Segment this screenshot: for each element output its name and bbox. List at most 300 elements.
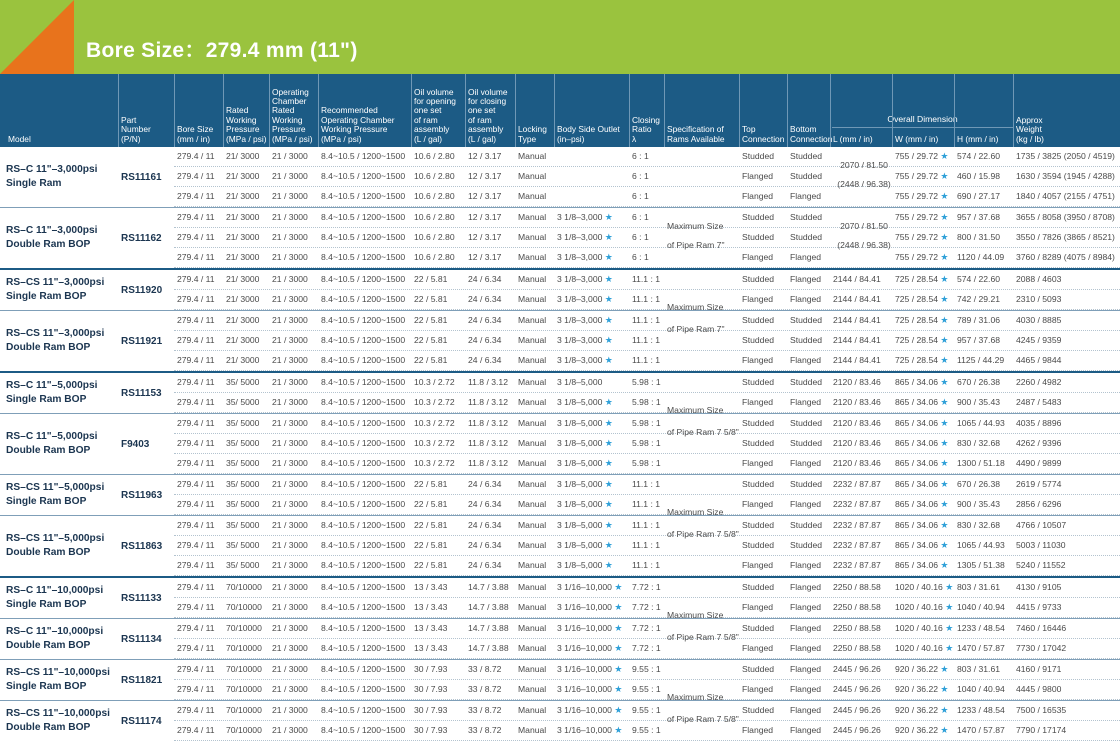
cell-L: 865 / 34.06 ★ — [895, 418, 949, 428]
table-row — [174, 701, 1120, 721]
cell-H: 2619 / 5774 — [1016, 479, 1062, 489]
cell-bore: 279.4 / 11 — [177, 520, 215, 530]
star-icon: ★ — [614, 725, 623, 735]
cell-spec: Studded — [742, 232, 775, 242]
part-number: RS11133 — [121, 592, 162, 604]
cell-bore: 279.4 / 11 — [177, 479, 215, 489]
star-icon: ★ — [940, 377, 949, 387]
cell-bot: 2445 / 96.26 — [833, 725, 881, 735]
title-banner — [0, 0, 1120, 74]
cell-H: 5240 / 11552 — [1016, 560, 1066, 570]
cell-rwp: 70/10000 — [226, 643, 262, 653]
star-icon: ★ — [940, 540, 949, 550]
table-row — [174, 393, 1120, 413]
table-row — [174, 270, 1120, 290]
cell-bot: 2144 / 84.41 — [833, 294, 881, 304]
cell-ratio: 11.1 : 1 — [632, 499, 661, 509]
cell-lock: Manual — [518, 151, 547, 161]
spec-note: of Pipe Ram 7 5/8" — [667, 529, 739, 539]
cell-L: 755 / 29.72 ★ — [895, 191, 949, 201]
cell-W: 1470 / 57.87 — [957, 725, 1005, 735]
table-header — [0, 74, 1120, 147]
table-row — [174, 187, 1120, 207]
cell-ocp: 21 / 3000 — [272, 684, 308, 694]
cell-lock: Manual — [518, 171, 547, 181]
cell-oilc: 14.7 / 3.88 — [468, 643, 509, 653]
cell-top: Studded — [790, 377, 823, 387]
cell-bore: 279.4 / 11 — [177, 151, 215, 161]
cell-spec: Studded — [742, 212, 775, 222]
table-row — [174, 454, 1120, 474]
cell-outlet: 3 1/8–3,000 ★ — [557, 315, 613, 325]
cell-L: 755 / 29.72 ★ — [895, 151, 949, 161]
cell-spec: Flanged — [742, 294, 774, 304]
cell-outlet: 3 1/16–10,000 ★ — [557, 643, 623, 653]
cell-rwp: 21/ 3000 — [226, 252, 260, 262]
cell-oilo: 30 / 7.93 — [414, 725, 448, 735]
star-icon: ★ — [940, 479, 949, 489]
cell-lock: Manual — [518, 232, 547, 242]
cell-spec: Studded — [742, 540, 775, 550]
cell-oilo: 10.6 / 2.80 — [414, 232, 455, 242]
cell-bot: 2120 / 83.46 — [833, 377, 881, 387]
header-ocp: Operating Chamber Rated Working Pressure (MPa / psi) — [269, 74, 316, 147]
cell-L: 725 / 28.54 ★ — [895, 274, 949, 284]
cell-bore: 279.4 / 11 — [177, 643, 215, 653]
star-icon: ★ — [604, 212, 613, 222]
cell-oilc: 12 / 3.17 — [468, 252, 502, 262]
cell-L: 920 / 36.22 ★ — [895, 705, 949, 715]
cell-rwp: 70/10000 — [226, 664, 262, 674]
cell-rwp: 35/ 5000 — [226, 397, 260, 407]
cell-oilc: 24 / 6.34 — [468, 499, 502, 509]
header-oilc: Oil volume for closing one set of ram assembly (L / gal) — [465, 74, 518, 147]
star-icon: ★ — [940, 458, 949, 468]
cell-bot: 2120 / 83.46 — [833, 438, 881, 448]
cell-rec: 8.4~10.5 / 1200~1500 — [321, 623, 406, 633]
cell-W: 460 / 15.98 — [957, 171, 1001, 181]
cell-ocp: 21 / 3000 — [272, 191, 308, 201]
cell-bore: 279.4 / 11 — [177, 212, 215, 222]
cell-top: Studded — [790, 418, 823, 428]
cell-ocp: 21 / 3000 — [272, 664, 308, 674]
cell-H: 4490 / 9899 — [1016, 458, 1062, 468]
cell-outlet: 3 1/16–10,000 ★ — [557, 664, 623, 674]
cell-W: 830 / 32.68 — [957, 520, 1001, 530]
cell-rec: 8.4~10.5 / 1200~1500 — [321, 643, 406, 653]
star-icon: ★ — [940, 274, 949, 284]
cell-L: 865 / 34.06 ★ — [895, 479, 949, 489]
star-icon: ★ — [604, 479, 613, 489]
cell-oilc: 24 / 6.34 — [468, 355, 502, 365]
cell-oilc: 24 / 6.34 — [468, 294, 502, 304]
cell-bot: 2120 / 83.46 — [833, 458, 881, 468]
star-icon: ★ — [940, 335, 949, 345]
cell-ocp: 21 / 3000 — [272, 520, 308, 530]
cell-rwp: 35/ 5000 — [226, 458, 260, 468]
cell-ocp: 21 / 3000 — [272, 540, 308, 550]
cell-oilo: 10.6 / 2.80 — [414, 252, 455, 262]
cell-oilc: 24 / 6.34 — [468, 560, 502, 570]
table-row — [174, 147, 1120, 167]
cell-oilc: 33 / 8.72 — [468, 684, 502, 694]
cell-rec: 8.4~10.5 / 1200~1500 — [321, 191, 406, 201]
table-row — [174, 248, 1120, 268]
spec-note: Maximum Size — [667, 405, 724, 415]
cell-bore: 279.4 / 11 — [177, 705, 215, 715]
cell-ocp: 21 / 3000 — [272, 355, 308, 365]
cell-ratio: 6 : 1 — [632, 171, 649, 181]
cell-H: 2856 / 6296 — [1016, 499, 1062, 509]
cell-oilo: 10.3 / 2.72 — [414, 397, 455, 407]
table-row — [174, 639, 1120, 659]
cell-spec: Flanged — [742, 684, 774, 694]
cell-L: 725 / 28.54 ★ — [895, 355, 949, 365]
cell-W: 1470 / 57.87 — [957, 643, 1005, 653]
cell-oilo: 22 / 5.81 — [414, 540, 448, 550]
cell-lock: Manual — [518, 418, 547, 428]
model-group — [0, 311, 1120, 373]
star-icon: ★ — [940, 684, 949, 694]
table-row — [174, 556, 1120, 576]
cell-H: 4245 / 9359 — [1016, 335, 1062, 345]
cell-L: 865 / 34.06 ★ — [895, 377, 949, 387]
star-icon: ★ — [614, 643, 623, 653]
cell-rwp: 35/ 5000 — [226, 520, 260, 530]
cell-spec: Flanged — [742, 499, 774, 509]
cell-W: 1065 / 44.93 — [957, 540, 1005, 550]
star-icon: ★ — [614, 582, 623, 592]
cell-ratio: 7.72 : 1 — [632, 602, 661, 612]
cell-oilo: 30 / 7.93 — [414, 705, 448, 715]
part-number: RS11161 — [121, 171, 162, 183]
cell-outlet: 3 1/8–3,000 ★ — [557, 335, 613, 345]
cell-oilo: 22 / 5.81 — [414, 479, 448, 489]
star-icon: ★ — [604, 499, 613, 509]
cell-bot: 2250 / 88.58 — [833, 582, 881, 592]
cell-bore: 279.4 / 11 — [177, 232, 215, 242]
cell-ratio: 5.98 : 1 — [632, 438, 661, 448]
cell-rwp: 70/10000 — [226, 684, 262, 694]
model-name: RS–CS 11"–3,000psi Double Ram BOP — [6, 328, 105, 353]
cell-H: 7500 / 16535 — [1016, 705, 1067, 715]
cell-spec: Flanged — [742, 458, 774, 468]
table-row — [174, 660, 1120, 680]
cell-ocp: 21 / 3000 — [272, 335, 308, 345]
star-icon: ★ — [604, 458, 613, 468]
cell-oilc: 14.7 / 3.88 — [468, 582, 509, 592]
cell-ocp: 21 / 3000 — [272, 499, 308, 509]
cell-oilo: 10.3 / 2.72 — [414, 377, 455, 387]
cell-rwp: 21/ 3000 — [226, 232, 260, 242]
cell-W: 670 / 26.38 — [957, 377, 1001, 387]
cell-L: 725 / 28.54 ★ — [895, 335, 949, 345]
cell-lock: Manual — [518, 705, 547, 715]
cell-rec: 8.4~10.5 / 1200~1500 — [321, 232, 406, 242]
cell-oilc: 11.8 / 3.12 — [468, 438, 508, 448]
header-bot: Bottom Connection — [787, 74, 832, 147]
cell-bot: 2250 / 88.58 — [833, 602, 881, 612]
cell-lock: Manual — [518, 315, 547, 325]
cell-rwp: 35/ 5000 — [226, 499, 260, 509]
cell-ratio: 11.1 : 1 — [632, 315, 661, 325]
model-name: RS–CS 11"–5,000psi Single Ram BOP — [6, 482, 105, 507]
cell-ocp: 21 / 3000 — [272, 397, 308, 407]
cell-ratio: 5.98 : 1 — [632, 397, 661, 407]
cell-rwp: 70/10000 — [226, 582, 262, 592]
spec-note: Maximum Size — [667, 221, 724, 231]
cell-oilo: 13 / 3.43 — [414, 582, 448, 592]
cell-spec: Studded — [742, 438, 775, 448]
cell-oilc: 12 / 3.17 — [468, 151, 502, 161]
cell-outlet: 3 1/8–3,000 ★ — [557, 212, 613, 222]
star-icon: ★ — [940, 664, 949, 674]
model-name: RS–C 11"–3,000psi Double Ram BOP — [6, 225, 98, 250]
cell-oilc: 11.8 / 3.12 — [468, 397, 508, 407]
cell-bore: 279.4 / 11 — [177, 725, 215, 735]
header-W: W (mm / in) — [892, 74, 951, 147]
part-number: RS11162 — [121, 232, 162, 244]
table-row — [174, 208, 1120, 228]
cell-rwp: 21/ 3000 — [226, 355, 260, 365]
star-icon: ★ — [614, 623, 623, 633]
cell-H: 2310 / 5093 — [1016, 294, 1062, 304]
cell-H: 4415 / 9733 — [1016, 602, 1062, 612]
cell-H: 7460 / 16446 — [1016, 623, 1067, 633]
cell-outlet: 3 1/8–5,000 ★ — [557, 540, 613, 550]
cell-W: 1233 / 48.54 — [957, 623, 1005, 633]
cell-outlet: 3 1/8–3,000 ★ — [557, 274, 613, 284]
model-group — [0, 516, 1120, 578]
spec-table — [0, 147, 1120, 741]
star-icon: ★ — [614, 602, 623, 612]
star-icon: ★ — [940, 232, 949, 242]
table-row — [174, 495, 1120, 515]
cell-bore: 279.4 / 11 — [177, 355, 215, 365]
cell-lock: Manual — [518, 643, 547, 653]
cell-outlet: 3 1/16–10,000 ★ — [557, 705, 623, 715]
cell-rec: 8.4~10.5 / 1200~1500 — [321, 602, 406, 612]
star-icon: ★ — [940, 705, 949, 715]
cell-outlet: 3 1/8–5,000 ★ — [557, 499, 613, 509]
star-icon: ★ — [940, 560, 949, 570]
cell-ratio: 6 : 1 — [632, 151, 649, 161]
cell-rec: 8.4~10.5 / 1200~1500 — [321, 540, 406, 550]
cell-outlet: 3 1/16–10,000 ★ — [557, 602, 623, 612]
cell-oilo: 22 / 5.81 — [414, 335, 448, 345]
cell-ratio: 9.55 : 1 — [632, 705, 661, 715]
cell-rwp: 70/10000 — [226, 705, 262, 715]
cell-lock: Manual — [518, 725, 547, 735]
cell-oilo: 30 / 7.93 — [414, 684, 448, 694]
cell-top: Flanged — [790, 458, 822, 468]
cell-top: Studded — [790, 335, 823, 345]
cell-L: 865 / 34.06 ★ — [895, 458, 949, 468]
cell-top: Flanged — [790, 499, 822, 509]
model-name: RS–CS 11"–3,000psi Single Ram BOP — [6, 277, 105, 302]
cell-ratio: 11.1 : 1 — [632, 560, 661, 570]
header-spec: Specification of Rams Available — [664, 74, 737, 147]
cell-rec: 8.4~10.5 / 1200~1500 — [321, 438, 406, 448]
cell-oilo: 13 / 3.43 — [414, 602, 448, 612]
cell-ocp: 21 / 3000 — [272, 252, 308, 262]
cell-W: 957 / 37.68 — [957, 335, 1001, 345]
cell-bore: 279.4 / 11 — [177, 171, 215, 181]
cell-ocp: 21 / 3000 — [272, 232, 308, 242]
cell-lock: Manual — [518, 355, 547, 365]
cell-L: 725 / 28.54 ★ — [895, 315, 949, 325]
cell-L: 1020 / 40.16 ★ — [895, 602, 954, 612]
cell-bot: 2232 / 87.87 — [833, 499, 881, 509]
cell-rwp: 21/ 3000 — [226, 191, 260, 201]
cell-H: 3655 / 8058 (3950 / 8708) — [1016, 212, 1115, 222]
cell-L: 865 / 34.06 ★ — [895, 520, 949, 530]
cell-rwp: 35/ 5000 — [226, 560, 260, 570]
cell-oilo: 22 / 5.81 — [414, 294, 448, 304]
cell-H: 1630 / 3594 (1945 / 4288) — [1016, 171, 1115, 181]
cell-W: 1065 / 44.93 — [957, 418, 1005, 428]
cell-bot: 2250 / 88.58 — [833, 623, 881, 633]
cell-lock: Manual — [518, 274, 547, 284]
cell-outlet: 3 1/8–5,000 — [557, 377, 603, 387]
cell-H: 4445 / 9800 — [1016, 684, 1062, 694]
cell-outlet: 3 1/16–10,000 ★ — [557, 623, 623, 633]
cell-oilo: 13 / 3.43 — [414, 623, 448, 633]
cell-ratio: 11.1 : 1 — [632, 520, 661, 530]
cell-bore: 279.4 / 11 — [177, 602, 215, 612]
model-name: RS–C 11"–10,000psi Double Ram BOP — [6, 626, 104, 651]
cell-bot: 2232 / 87.87 — [833, 479, 881, 489]
part-number: RS11921 — [121, 335, 163, 347]
cell-spec: Studded — [742, 315, 775, 325]
cell-ratio: 6 : 1 — [632, 212, 649, 222]
cell-oilc: 11.8 / 3.12 — [468, 377, 508, 387]
table-row — [174, 414, 1120, 434]
cell-lock: Manual — [518, 623, 547, 633]
cell-L: 755 / 29.72 ★ — [895, 232, 949, 242]
cell-W: 900 / 35.43 — [957, 397, 1001, 407]
cell-W: 690 / 27.17 — [957, 191, 1001, 201]
cell-oilc: 14.7 / 3.88 — [468, 602, 509, 612]
cell-rec: 8.4~10.5 / 1200~1500 — [321, 560, 406, 570]
star-icon: ★ — [940, 294, 949, 304]
table-row — [174, 228, 1120, 248]
cell-bot: 2144 / 84.41 — [833, 315, 881, 325]
cell-ratio: 11.1 : 1 — [632, 540, 661, 550]
cell-L: 1020 / 40.16 ★ — [895, 623, 954, 633]
cell-lock: Manual — [518, 212, 547, 222]
cell-top: Flanged — [790, 725, 822, 735]
cell-lock: Manual — [518, 397, 547, 407]
cell-outlet: 3 1/8–3,000 ★ — [557, 232, 613, 242]
cell-outlet: 3 1/16–10,000 ★ — [557, 725, 623, 735]
corner-triangle-icon — [0, 0, 74, 74]
cell-bore: 279.4 / 11 — [177, 582, 215, 592]
cell-top: Flanged — [790, 191, 822, 201]
cell-oilo: 30 / 7.93 — [414, 664, 448, 674]
cell-top: Flanged — [790, 582, 822, 592]
cell-rec: 8.4~10.5 / 1200~1500 — [321, 664, 406, 674]
cell-rwp: 21/ 3000 — [226, 315, 260, 325]
cell-oilc: 12 / 3.17 — [468, 191, 502, 201]
star-icon: ★ — [945, 623, 954, 633]
cell-outlet: 3 1/16–10,000 ★ — [557, 684, 623, 694]
cell-rec: 8.4~10.5 / 1200~1500 — [321, 335, 406, 345]
cell-rwp: 35/ 5000 — [226, 418, 260, 428]
cell-outlet: 3 1/8–5,000 ★ — [557, 479, 613, 489]
star-icon: ★ — [604, 252, 613, 262]
cell-L: 865 / 34.06 ★ — [895, 540, 949, 550]
cell-top: Flanged — [790, 397, 822, 407]
cell-ratio: 5.98 : 1 — [632, 377, 661, 387]
cell-ocp: 21 / 3000 — [272, 582, 308, 592]
cell-spec: Studded — [742, 623, 775, 633]
cell-W: 957 / 37.68 — [957, 212, 1001, 222]
cell-H: 3760 / 8289 (4075 / 8984) — [1016, 252, 1115, 262]
cell-spec: Studded — [742, 418, 775, 428]
cell-ocp: 21 / 3000 — [272, 274, 308, 284]
cell-rwp: 21/ 3000 — [226, 171, 260, 181]
spec-note: Maximum Size — [667, 302, 724, 312]
cell-oilc: 12 / 3.17 — [468, 232, 502, 242]
cell-outlet: 3 1/8–3,000 ★ — [557, 355, 613, 365]
header-rwp: Rated Working Pressure (MPa / psi) — [223, 74, 270, 147]
cell-rec: 8.4~10.5 / 1200~1500 — [321, 479, 406, 489]
cell-oilc: 12 / 3.17 — [468, 212, 502, 222]
cell-ocp: 21 / 3000 — [272, 294, 308, 304]
part-number: F9403 — [121, 438, 150, 450]
cell-ratio: 5.98 : 1 — [632, 418, 661, 428]
header-wt: Approx Weight (kg / lb) — [1013, 74, 1116, 147]
cell-ocp: 21 / 3000 — [272, 479, 308, 489]
cell-top: Flanged — [790, 602, 822, 612]
cell-oilo: 10.3 / 2.72 — [414, 418, 455, 428]
cell-ratio: 7.72 : 1 — [632, 582, 661, 592]
cell-ratio: 6 : 1 — [632, 232, 649, 242]
cell-ocp: 21 / 3000 — [272, 418, 308, 428]
table-row — [174, 475, 1120, 495]
star-icon: ★ — [604, 274, 613, 284]
table-row — [174, 598, 1120, 618]
cell-oilc: 33 / 8.72 — [468, 664, 502, 674]
star-icon: ★ — [604, 315, 613, 325]
model-group — [0, 147, 1120, 208]
cell-outlet: 3 1/8–5,000 ★ — [557, 418, 613, 428]
spec-note: of Pipe Ram 7" — [667, 240, 725, 250]
cell-oilc: 33 / 8.72 — [468, 705, 502, 715]
cell-rec: 8.4~10.5 / 1200~1500 — [321, 252, 406, 262]
cell-H: 1840 / 4057 (2155 / 4751) — [1016, 191, 1115, 201]
cell-oilc: 11.8 / 3.12 — [468, 458, 508, 468]
cell-spec: Flanged — [742, 252, 774, 262]
cell-rec: 8.4~10.5 / 1200~1500 — [321, 520, 406, 530]
cell-W: 900 / 35.43 — [957, 499, 1001, 509]
cell-lock: Manual — [518, 684, 547, 694]
cell-W: 742 / 29.21 — [957, 294, 1001, 304]
part-number: RS11174 — [121, 715, 162, 727]
star-icon: ★ — [940, 355, 949, 365]
cell-bore: 279.4 / 11 — [177, 377, 215, 387]
spec-note: Maximum Size — [667, 692, 724, 702]
cell-spec: Flanged — [742, 602, 774, 612]
cell-oilo: 22 / 5.81 — [414, 355, 448, 365]
cell-oilc: 24 / 6.34 — [468, 335, 502, 345]
star-icon: ★ — [614, 705, 623, 715]
table-row — [174, 373, 1120, 393]
model-name: RS–C 11"–10,000psi Single Ram BOP — [6, 585, 104, 610]
cell-bot: 2232 / 87.87 — [833, 520, 881, 530]
cell-lock: Manual — [518, 294, 547, 304]
